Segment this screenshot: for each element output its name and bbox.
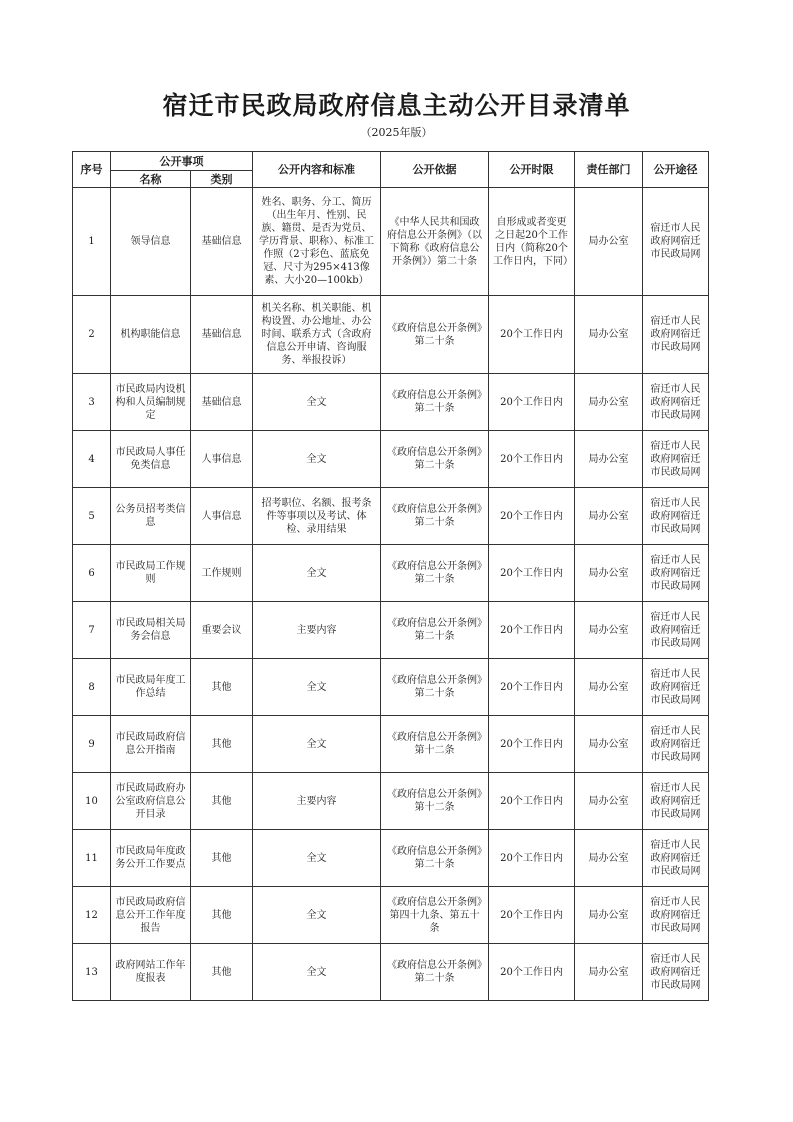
table-row <box>73 887 709 944</box>
cell-basis: 《政府信息公开条例》第二十条 <box>381 602 489 659</box>
cell-seq: 10 <box>73 773 111 830</box>
cell-seq: 6 <box>73 545 111 602</box>
cell-time-limit: 20个工作日内 <box>489 773 575 830</box>
cell-content: 全文 <box>253 887 381 944</box>
header-department: 责任部门 <box>575 152 643 188</box>
cell-basis: 《政府信息公开条例》第二十条 <box>381 659 489 716</box>
cell-category: 人事信息 <box>191 431 253 488</box>
page-title: 宿迁市民政局政府信息主动公开目录清单 <box>162 91 631 120</box>
cell-channel: 宿迁市人民政府网宿迁市民政局网 <box>643 887 709 944</box>
cell-name: 市民政局年度政务公开工作要点 <box>111 830 191 887</box>
cell-time-limit: 20个工作日内 <box>489 431 575 488</box>
cell-name: 市民政局工作规则 <box>111 545 191 602</box>
header-channel: 公开途径 <box>643 152 709 188</box>
cell-channel: 宿迁市人民政府网宿迁市民政局网 <box>643 545 709 602</box>
table-row <box>73 188 709 296</box>
cell-seq: 3 <box>73 374 111 431</box>
header-basis: 公开依据 <box>381 152 489 188</box>
cell-department: 局办公室 <box>575 830 643 887</box>
cell-seq: 4 <box>73 431 111 488</box>
cell-department: 局办公室 <box>575 188 643 296</box>
cell-content: 全文 <box>253 545 381 602</box>
cell-department: 局办公室 <box>575 887 643 944</box>
cell-seq: 5 <box>73 488 111 545</box>
cell-name: 市民政局人事任免类信息 <box>111 431 191 488</box>
cell-channel: 宿迁市人民政府网宿迁市民政局网 <box>643 188 709 296</box>
cell-department: 局办公室 <box>575 944 643 1001</box>
cell-category: 其他 <box>191 887 253 944</box>
cell-basis: 《中华人民共和国政府信息公开条例》（以下简称《政府信息公开条例》）第二十条 <box>381 188 489 296</box>
cell-content: 主要内容 <box>253 602 381 659</box>
header-item-group: 公开事项 <box>111 152 253 171</box>
cell-seq: 11 <box>73 830 111 887</box>
cell-seq: 8 <box>73 659 111 716</box>
cell-name: 机构职能信息 <box>111 296 191 374</box>
cell-department: 局办公室 <box>575 296 643 374</box>
cell-basis: 《政府信息公开条例》第二十条 <box>381 374 489 431</box>
cell-time-limit: 20个工作日内 <box>489 944 575 1001</box>
cell-time-limit: 自形成或者变更之日起20个工作日内（简称20个工作日内，下同） <box>489 188 575 296</box>
cell-channel: 宿迁市人民政府网宿迁市民政局网 <box>643 716 709 773</box>
cell-basis: 《政府信息公开条例》第四十九条、第五十条 <box>381 887 489 944</box>
cell-content: 全文 <box>253 944 381 1001</box>
cell-seq: 1 <box>73 188 111 296</box>
cell-time-limit: 20个工作日内 <box>489 716 575 773</box>
cell-seq: 13 <box>73 944 111 1001</box>
cell-time-limit: 20个工作日内 <box>489 602 575 659</box>
cell-department: 局办公室 <box>575 716 643 773</box>
cell-basis: 《政府信息公开条例》第二十条 <box>381 488 489 545</box>
cell-name: 政府网站工作年度报表 <box>111 944 191 1001</box>
table-row <box>73 431 709 488</box>
cell-category: 基础信息 <box>191 296 253 374</box>
cell-name: 市民政局相关局务会信息 <box>111 602 191 659</box>
cell-basis: 《政府信息公开条例》第二十条 <box>381 296 489 374</box>
cell-time-limit: 20个工作日内 <box>489 296 575 374</box>
cell-content: 主要内容 <box>253 773 381 830</box>
cell-content: 全文 <box>253 830 381 887</box>
cell-content: 姓名、职务、分工、简历（出生年月、性别、民族、籍贯、是否为党员、学历背景、职称）、标准工作照（2寸彩色、蓝底免冠、尺寸为295×413像素、大小20—100kb） <box>253 188 381 296</box>
cell-department: 局办公室 <box>575 659 643 716</box>
disclosure-catalog-table <box>72 151 709 1001</box>
cell-category: 重要会议 <box>191 602 253 659</box>
cell-category: 人事信息 <box>191 488 253 545</box>
cell-time-limit: 20个工作日内 <box>489 374 575 431</box>
table-row <box>73 773 709 830</box>
cell-department: 局办公室 <box>575 374 643 431</box>
cell-channel: 宿迁市人民政府网宿迁市民政局网 <box>643 659 709 716</box>
cell-name: 市民政局内设机构和人员编制规定 <box>111 374 191 431</box>
cell-category: 基础信息 <box>191 188 253 296</box>
cell-channel: 宿迁市人民政府网宿迁市民政局网 <box>643 944 709 1001</box>
cell-basis: 《政府信息公开条例》第二十条 <box>381 431 489 488</box>
cell-category: 工作规则 <box>191 545 253 602</box>
cell-channel: 宿迁市人民政府网宿迁市民政局网 <box>643 830 709 887</box>
cell-content: 全文 <box>253 716 381 773</box>
cell-name: 市民政局政府信息公开指南 <box>111 716 191 773</box>
cell-basis: 《政府信息公开条例》第十二条 <box>381 716 489 773</box>
cell-category: 其他 <box>191 716 253 773</box>
cell-category: 基础信息 <box>191 374 253 431</box>
cell-category: 其他 <box>191 830 253 887</box>
cell-time-limit: 20个工作日内 <box>489 545 575 602</box>
cell-category: 其他 <box>191 659 253 716</box>
cell-category: 其他 <box>191 773 253 830</box>
cell-basis: 《政府信息公开条例》第二十条 <box>381 830 489 887</box>
cell-department: 局办公室 <box>575 545 643 602</box>
cell-name: 市民政局政府办公室政府信息公开目录 <box>111 773 191 830</box>
cell-channel: 宿迁市人民政府网宿迁市民政局网 <box>643 602 709 659</box>
cell-category: 其他 <box>191 944 253 1001</box>
cell-time-limit: 20个工作日内 <box>489 659 575 716</box>
header-category: 类别 <box>191 171 253 188</box>
cell-time-limit: 20个工作日内 <box>489 830 575 887</box>
cell-content: 招考职位、名额、报考条件等事项以及考试、体检、录用结果 <box>253 488 381 545</box>
cell-content: 全文 <box>253 374 381 431</box>
cell-basis: 《政府信息公开条例》第二十条 <box>381 545 489 602</box>
cell-name: 市民政局年度工作总结 <box>111 659 191 716</box>
table-row <box>73 545 709 602</box>
cell-department: 局办公室 <box>575 602 643 659</box>
table-row <box>73 602 709 659</box>
table-row <box>73 296 709 374</box>
cell-content: 全文 <box>253 431 381 488</box>
cell-content: 机关名称、机关职能、机构设置、办公地址、办公时间、联系方式（含政府信息公开申请、咨询服务、举报投诉） <box>253 296 381 374</box>
table-row <box>73 659 709 716</box>
table-row <box>73 716 709 773</box>
cell-time-limit: 20个工作日内 <box>489 488 575 545</box>
header-name: 名称 <box>111 171 191 188</box>
page-subtitle: （2025年版） <box>360 126 433 139</box>
table-body <box>73 188 709 1001</box>
cell-seq: 12 <box>73 887 111 944</box>
cell-department: 局办公室 <box>575 431 643 488</box>
cell-channel: 宿迁市人民政府网宿迁市民政局网 <box>643 773 709 830</box>
header-content: 公开内容和标准 <box>253 152 381 188</box>
table-row <box>73 944 709 1001</box>
cell-basis: 《政府信息公开条例》第十二条 <box>381 773 489 830</box>
table-row <box>73 374 709 431</box>
cell-department: 局办公室 <box>575 773 643 830</box>
cell-department: 局办公室 <box>575 488 643 545</box>
table-row <box>73 830 709 887</box>
cell-channel: 宿迁市人民政府网宿迁市民政局网 <box>643 431 709 488</box>
cell-basis: 《政府信息公开条例》第二十条 <box>381 944 489 1001</box>
header-time-limit: 公开时限 <box>489 152 575 188</box>
cell-channel: 宿迁市人民政府网宿迁市民政局网 <box>643 374 709 431</box>
cell-seq: 9 <box>73 716 111 773</box>
cell-channel: 宿迁市人民政府网宿迁市民政局网 <box>643 488 709 545</box>
header-seq: 序号 <box>73 152 111 188</box>
cell-content: 全文 <box>253 659 381 716</box>
cell-channel: 宿迁市人民政府网宿迁市民政局网 <box>643 296 709 374</box>
cell-seq: 7 <box>73 602 111 659</box>
cell-name: 市民政局政府信息公开工作年度报告 <box>111 887 191 944</box>
cell-name: 公务员招考类信息 <box>111 488 191 545</box>
cell-name: 领导信息 <box>111 188 191 296</box>
table-row <box>73 488 709 545</box>
cell-time-limit: 20个工作日内 <box>489 887 575 944</box>
cell-seq: 2 <box>73 296 111 374</box>
